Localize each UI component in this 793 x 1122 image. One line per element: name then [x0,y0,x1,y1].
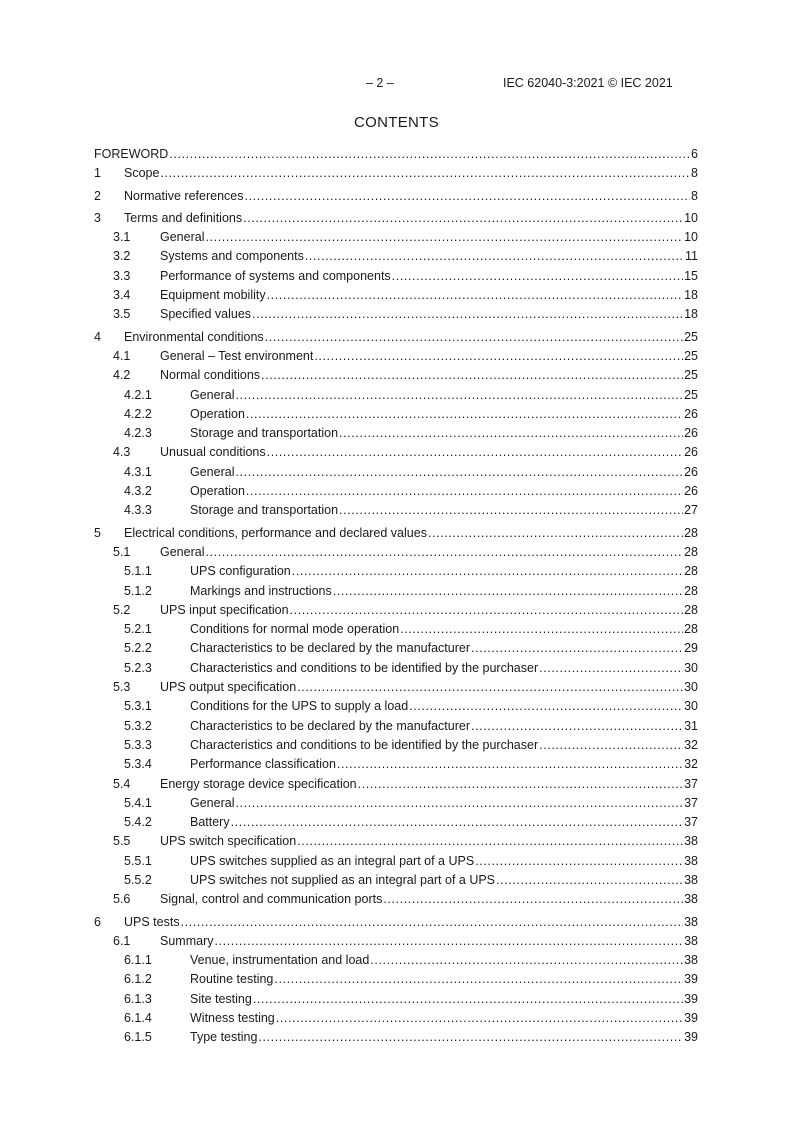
toc-entry[interactable] [94,405,698,424]
toc-entry[interactable] [94,832,698,851]
dot-leader [314,347,683,366]
toc-entry-line [190,1028,698,1047]
toc-entry-title[interactable]: Terms and definitions [124,210,243,225]
toc-entry[interactable] [94,775,698,794]
toc-entry-page: 18 [684,307,698,322]
toc-entry-title[interactable]: Signal, control and communication ports [160,892,383,907]
toc-entry-line [160,832,698,851]
toc-entry-line [124,164,698,183]
toc-entry-title[interactable]: General – Test environment [160,348,314,363]
toc-entry-title[interactable]: Characteristics and conditions to be identified by the purchaser [190,660,539,675]
dot-leader [252,305,683,324]
toc-entry[interactable] [94,463,698,482]
toc-entry-title[interactable]: Conditions for the UPS to supply a load [190,699,409,714]
toc-entry-title[interactable]: Normative references [124,188,244,203]
toc-entry[interactable] [94,328,698,347]
toc-entry-line [190,501,698,520]
toc-entry-number: 4.3.1 [124,464,152,479]
dot-leader [496,871,683,890]
toc-entry-number: 6 [94,914,101,929]
toc-entry[interactable] [94,755,698,774]
toc-entry-line [124,187,698,206]
toc-entry[interactable] [94,951,698,970]
toc-entry[interactable] [94,209,698,228]
toc-entry[interactable] [94,890,698,909]
toc-entry-page: 28 [684,622,698,637]
toc-entry-title[interactable]: General [190,795,235,810]
toc-entry-number: 5.4.1 [124,795,152,810]
toc-entry-title[interactable]: Characteristics to be declared by the manufacturer [190,718,470,733]
toc-entry-line [160,775,698,794]
toc-entry-title[interactable]: Energy storage device specification [160,776,357,791]
toc-entry[interactable] [94,639,698,658]
toc-entry-page: 25 [684,348,698,363]
dot-leader [205,543,683,562]
toc-entry[interactable] [94,366,698,385]
toc-entry-page: 38 [684,914,698,929]
toc-entry-number: 3.2 [113,249,131,264]
toc-entry-page: 26 [684,484,698,499]
toc-entry-number: 5.1 [113,544,131,559]
toc-entry[interactable] [94,678,698,697]
dot-leader [267,286,683,305]
dot-leader [383,890,683,909]
toc-entry-page: 26 [684,464,698,479]
toc-entry[interactable] [94,990,698,1009]
toc-entry-number: 5.1.1 [124,564,152,579]
toc-entry-page: 25 [684,329,698,344]
toc-entry[interactable] [94,562,698,581]
toc-entry-line [160,678,698,697]
toc-entry-title[interactable]: Performance classification [190,757,336,772]
toc-entry-number: 5.6 [113,892,131,907]
toc-entry-line [160,443,698,462]
dot-leader [297,832,683,851]
dot-leader [274,970,683,989]
toc-entry-number: 3.5 [113,307,131,322]
toc-entry-line [190,562,698,581]
toc-entry-number: 5.5 [113,834,131,849]
toc-entry-title[interactable]: Storage and transportation [190,426,339,441]
toc-entry-line [190,697,698,716]
toc-entry[interactable] [94,620,698,639]
dot-leader [471,717,683,736]
toc-entry-number: 2 [94,188,101,203]
toc-entry-number: 5.2.2 [124,641,152,656]
toc-entry-title[interactable]: Equipment mobility [160,288,266,303]
toc-entry-title[interactable]: Operation [190,484,245,499]
toc-entry[interactable] [94,1028,698,1047]
toc-entry-number: 6.1 [113,933,131,948]
toc-entry-page: 39 [684,1011,698,1026]
dot-leader [253,990,683,1009]
toc-entry-number: 4.1 [113,348,131,363]
toc-entry-title[interactable]: Markings and instructions [190,583,332,598]
toc-entry-number: 5.3.1 [124,699,152,714]
toc-entry-number: 5.5.2 [124,872,152,887]
toc-entry-line [190,813,698,832]
toc-entry[interactable] [94,1009,698,1028]
toc-entry[interactable] [94,736,698,755]
toc-entry[interactable] [94,228,698,247]
toc-entry-page: 39 [684,1030,698,1045]
toc-entry-title[interactable]: Performance of systems and components [160,268,391,283]
toc-entry-number: 6.1.2 [124,972,152,987]
toc-entry[interactable] [94,871,698,890]
toc-entry[interactable] [94,543,698,562]
toc-entry-line [190,405,698,424]
dot-leader [475,852,683,871]
toc-entry-number: 4.2 [113,368,131,383]
toc-entry-line [190,620,698,639]
toc-entry-number: 5.1.2 [124,583,152,598]
toc-entry-number: 5.3.3 [124,737,152,752]
toc-entry-page: 10 [684,230,698,245]
toc-entry-title[interactable]: Summary [160,933,214,948]
toc-entry-line [190,990,698,1009]
dot-leader [235,386,683,405]
toc-entry-page: 37 [684,815,698,830]
toc-entry-line [190,717,698,736]
dot-leader [261,366,683,385]
toc-entry[interactable] [94,482,698,501]
toc-entry-number: 5.3.4 [124,757,152,772]
toc-entry-line [124,209,698,228]
toc-entry-title[interactable]: General [160,230,205,245]
toc-entry-number: 5.2 [113,602,131,617]
toc-entry-line [190,482,698,501]
toc-entry-title[interactable]: Battery [190,815,230,830]
dot-leader [333,582,683,601]
toc-entry-line [160,247,698,266]
dot-leader [258,1028,683,1047]
toc-entry[interactable] [94,913,698,932]
toc-entry-title[interactable]: Scope [124,166,160,181]
toc-entry-title[interactable]: Storage and transportation [190,503,339,518]
dot-leader [276,1009,683,1028]
toc-entry-line [190,659,698,678]
dot-leader [205,228,683,247]
dot-leader [246,405,683,424]
toc-entry-page: 37 [684,776,698,791]
toc-entry-title[interactable]: UPS switch specification [160,834,297,849]
table-of-contents [94,145,698,1048]
toc-entry-page: 27 [684,503,698,518]
toc-entry-number: 4.2.3 [124,426,152,441]
toc-entry-number: 4.2.2 [124,406,152,421]
toc-entry-line [160,228,698,247]
page-number: – 2 – [366,76,394,90]
toc-entry-page: 30 [684,680,698,695]
toc-entry-line [160,601,698,620]
toc-entry-line [190,852,698,871]
toc-entry-page: 8 [691,188,698,203]
dot-leader [358,775,683,794]
toc-entry-number: 3.3 [113,268,131,283]
toc-entry-line [124,913,698,932]
dot-leader [539,659,683,678]
toc-entry-number: 3 [94,210,101,225]
toc-entry-number: 4 [94,329,101,344]
toc-entry-title[interactable]: FOREWORD [94,147,169,161]
toc-entry-line [190,794,698,813]
toc-entry-line [160,543,698,562]
toc-entry-page: 28 [684,544,698,559]
dot-leader [539,736,683,755]
toc-entry-title[interactable]: Witness testing [190,1011,275,1026]
dot-leader [235,794,683,813]
toc-entry-number: 5.3.2 [124,718,152,733]
toc-entry[interactable] [94,601,698,620]
toc-entry[interactable] [94,501,698,520]
dot-leader [370,951,683,970]
toc-entry-line [190,871,698,890]
dot-leader [400,620,683,639]
toc-entry-page: 18 [684,288,698,303]
toc-entry-title[interactable]: General [190,464,235,479]
dot-leader [243,209,683,228]
toc-entry-page: 29 [684,641,698,656]
toc-entry-page: 6 [691,147,698,161]
toc-entry-page: 37 [684,795,698,810]
toc-entry[interactable] [94,659,698,678]
dot-leader [337,755,683,774]
toc-entry[interactable] [94,145,698,164]
toc-entry-line [160,347,698,366]
toc-entry-page: 38 [684,872,698,887]
toc-entry-title[interactable]: Electrical conditions, performance and declared values [124,525,427,540]
toc-entry[interactable] [94,424,698,443]
toc-entry[interactable] [94,582,698,601]
toc-entry[interactable] [94,305,698,324]
toc-entry-line [190,951,698,970]
toc-entry-title[interactable]: Normal conditions [160,368,261,383]
toc-entry-title[interactable]: UPS tests [124,914,180,929]
toc-entry-title[interactable]: General [190,387,235,402]
toc-entry-title[interactable]: Site testing [190,991,252,1006]
toc-entry[interactable] [94,347,698,366]
toc-entry-title[interactable]: Type testing [190,1030,258,1045]
toc-entry-line [124,328,698,347]
dot-leader [428,524,683,543]
toc-entry[interactable] [94,164,698,183]
dot-leader [409,697,683,716]
toc-entry-number: 4.3 [113,445,131,460]
toc-entry-number: 1 [94,166,101,181]
toc-entry-page: 38 [684,853,698,868]
toc-entry[interactable] [94,794,698,813]
toc-entry-number: 6.1.3 [124,991,152,1006]
toc-entry-page: 28 [684,564,698,579]
toc-entry-number: 5.4 [113,776,131,791]
toc-entry-page: 26 [684,426,698,441]
toc-entry-title[interactable]: Characteristics and conditions to be identified by the purchaser [190,737,539,752]
dot-leader [160,164,690,183]
toc-entry-line [190,755,698,774]
dot-leader [392,267,683,286]
toc-entry-page: 38 [684,834,698,849]
toc-entry-title[interactable]: Environmental conditions [124,329,264,344]
toc-entry-page: 26 [684,406,698,421]
dot-leader [181,913,684,932]
toc-entry-title[interactable]: Unusual conditions [160,445,266,460]
toc-entry-number: 5.5.1 [124,853,152,868]
toc-entry-line [190,970,698,989]
toc-entry-page: 28 [684,525,698,540]
toc-entry[interactable] [94,813,698,832]
toc-entry-title[interactable]: Routine testing [190,972,274,987]
toc-entry-line [190,1009,698,1028]
toc-entry-title[interactable]: General [160,544,205,559]
toc-entry-title[interactable]: Systems and components [160,249,304,264]
toc-entry-line [124,524,698,543]
toc-entry-line [160,932,698,951]
toc-entry-page: 28 [684,602,698,617]
toc-entry-title[interactable]: UPS switches supplied as an integral part of a UPS [190,853,475,868]
toc-entry-page: 32 [684,737,698,752]
toc-entry[interactable] [94,187,698,206]
toc-entry-line [190,582,698,601]
dot-leader [305,247,684,266]
toc-entry-line [190,386,698,405]
toc-entry-title[interactable]: UPS configuration [190,564,291,579]
toc-entry-page: 15 [684,268,698,283]
toc-entry-line [190,736,698,755]
toc-entry[interactable] [94,852,698,871]
standard-reference: IEC 62040-3:2021 © IEC 2021 [503,76,673,90]
dot-leader [267,443,683,462]
toc-entry[interactable] [94,717,698,736]
toc-entry-number: 5.2.1 [124,622,152,637]
toc-entry-page: 25 [684,368,698,383]
toc-entry-line [160,890,698,909]
toc-entry-number: 6.1.5 [124,1030,152,1045]
toc-entry-line [160,267,698,286]
toc-entry-number: 6.1.1 [124,953,152,968]
toc-entry-number: 5 [94,525,101,540]
dot-leader [297,678,683,697]
dot-leader [339,501,683,520]
dot-leader [235,463,683,482]
toc-entry-page: 25 [684,387,698,402]
toc-entry-page: 30 [684,660,698,675]
toc-entry-page: 30 [684,699,698,714]
dot-leader [246,482,683,501]
toc-entry[interactable] [94,443,698,462]
dot-leader [214,932,683,951]
toc-entry-line [190,639,698,658]
toc-entry-line [160,366,698,385]
dot-leader [292,562,683,581]
toc-entry-line [94,145,698,164]
toc-entry-page: 39 [684,991,698,1006]
toc-entry-number: 5.3 [113,680,131,695]
toc-entry[interactable] [94,386,698,405]
toc-entry-line [160,286,698,305]
toc-entry[interactable] [94,247,698,266]
toc-entry-title[interactable]: Specified values [160,307,252,322]
toc-entry[interactable] [94,267,698,286]
toc-entry-page: 10 [684,210,698,225]
toc-entry-page: 32 [684,757,698,772]
toc-entry[interactable] [94,970,698,989]
toc-entry-page: 28 [684,583,698,598]
dot-leader [245,187,691,206]
toc-entry-line [160,305,698,324]
toc-entry-page: 11 [685,249,698,264]
toc-entry-title[interactable]: Venue, instrumentation and load [190,953,370,968]
toc-entry-number: 4.3.3 [124,503,152,518]
toc-entry-page: 38 [684,933,698,948]
toc-entry-page: 26 [684,445,698,460]
dot-leader [339,424,683,443]
toc-entry[interactable] [94,932,698,951]
dot-leader [290,601,684,620]
toc-entry-number: 6.1.4 [124,1011,152,1026]
dot-leader [231,813,683,832]
toc-entry-title[interactable]: Conditions for normal mode operation [190,622,400,637]
toc-entry-line [190,463,698,482]
toc-entry-number: 5.2.3 [124,660,152,675]
toc-entry-line [190,424,698,443]
page-title: CONTENTS [354,114,439,131]
toc-entry-number: 4.2.1 [124,387,152,402]
toc-entry[interactable] [94,697,698,716]
toc-entry-number: 4.3.2 [124,484,152,499]
toc-entry-title[interactable]: UPS output specification [160,680,297,695]
toc-entry[interactable] [94,286,698,305]
toc-entry-page: 39 [684,972,698,987]
dot-leader [471,639,683,658]
toc-entry-page: 38 [684,892,698,907]
dot-leader [169,145,690,164]
toc-entry[interactable] [94,524,698,543]
toc-entry-page: 8 [691,166,698,181]
toc-entry-number: 3.1 [113,230,131,245]
toc-entry-number: 5.4.2 [124,815,152,830]
toc-entry-page: 31 [684,718,698,733]
toc-entry-title[interactable]: Operation [190,406,245,421]
toc-entry-title[interactable]: Characteristics to be declared by the manufacturer [190,641,470,656]
toc-entry-number: 3.4 [113,288,131,303]
toc-entry-title[interactable]: UPS switches not supplied as an integral part of a UPS [190,872,496,887]
dot-leader [265,328,683,347]
toc-entry-page: 38 [684,953,698,968]
toc-entry-title[interactable]: UPS input specification [160,602,289,617]
